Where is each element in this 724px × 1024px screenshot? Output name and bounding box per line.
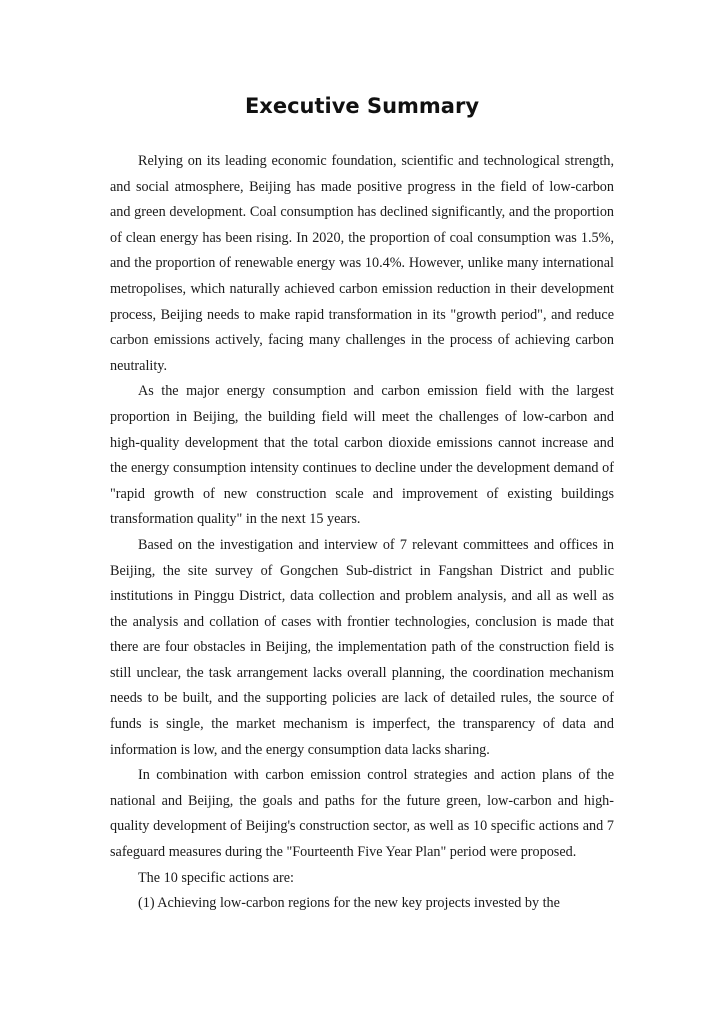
paragraph-proposals: In combination with carbon emission control strategies and action plans of the national and Beijing, the goals and paths for the future green, low-carbon and high-quality development of Beijing's construction sector, as well as 10 specific actions and 7 safeguard measures during the "Fourteenth Five Year Plan" period were proposed. <box>110 767 614 861</box>
body-text <box>110 149 614 917</box>
paragraph-action-1: (1) Achieving low-carbon regions for the new key projects invested by the <box>138 895 560 912</box>
page-title: Executive Summary <box>244 94 480 118</box>
paragraph-overview: Relying on its leading economic foundation, scientific and technological strength, and social atmosphere, Beijing has made positive progress in the field of low-carbon and green development. Coal consumption has declined significantly, and the proportion of clean energy has been rising. In 2020, the proportion of coal consumption was 1.5%, and the proportion of renewable energy was 10.4%. However, unlike many international metropolises, which naturally achieved carbon emission reduction in their development process, Beijing needs to make rapid transformation in its "growth period", and reduce carbon emissions actively, facing many challenges in the process of achieving carbon neutrality. <box>110 153 614 374</box>
paragraph-building-field: As the major energy consumption and carbon emission field with the largest proportion in Beijing, the building field will meet the challenges of low-carbon and high-quality development that the total carbon dioxide emissions cannot increase and the energy consumption intensity continues to decline under the development demand of "rapid growth of new construction scale and improvement of existing buildings transformation quality" in the next 15 years. <box>110 383 614 528</box>
paragraph-investigation: Based on the investigation and interview of 7 relevant committees and offices in Beijing, the site survey of Gongchen Sub-district in Fangshan District and public institutions in Pinggu District, data collection and problem analysis, and all as well as the analysis and collation of cases with frontier technologies, conclusion is made that there are four obstacles in Beijing, the implementation path of the construction field is still unclear, the task arrangement lacks overall planning, the coordination mechanism needs to be built, and the supporting policies are lack of detailed rules, the source of funds is single, the market mechanism is imperfect, the transparency of data and information is low, and the energy consumption data lacks sharing. <box>110 536 614 758</box>
paragraph-actions-intro: The 10 specific actions are: <box>138 869 294 886</box>
